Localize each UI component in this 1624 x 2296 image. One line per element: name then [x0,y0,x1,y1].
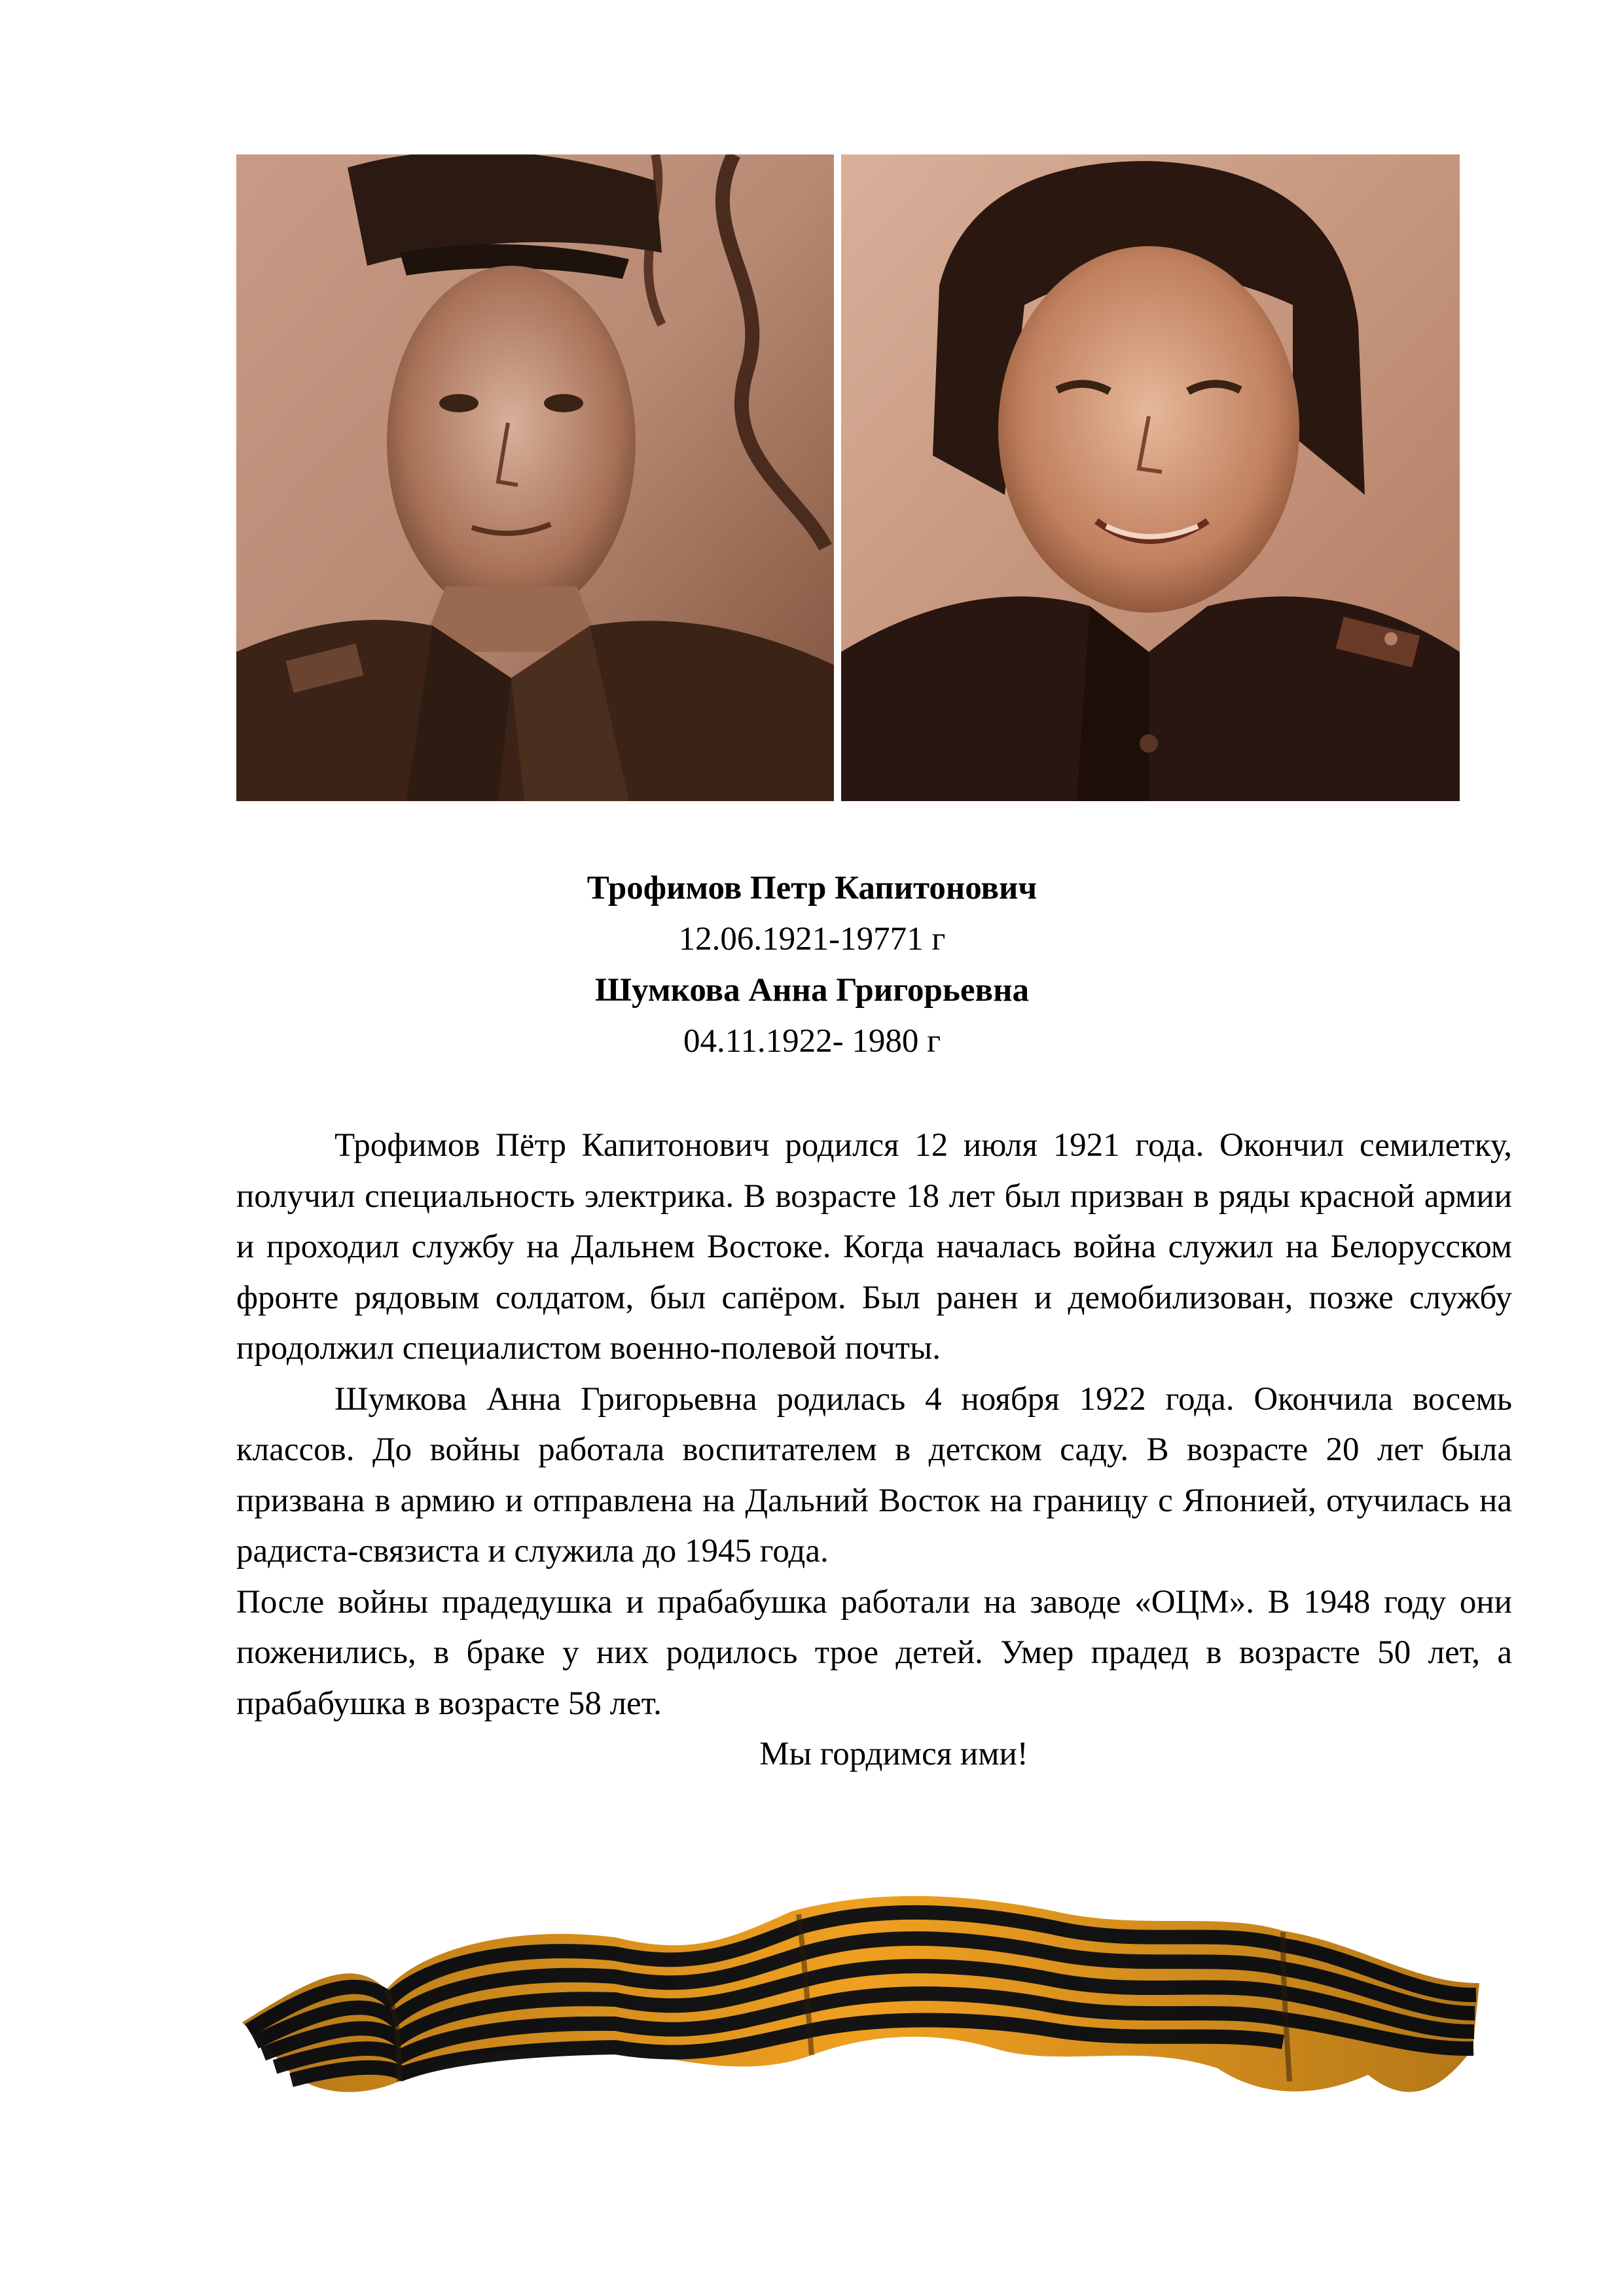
soldier-portrait-image [236,154,834,801]
woman-portrait-image [841,154,1460,801]
st-george-ribbon-icon [236,1885,1492,2108]
person1-name: Трофимов Петр Капитонович [586,870,1038,906]
person1-dates: 12.06.1921-19771 г [678,921,946,958]
person2-dates: 04.11.1922- 1980 г [683,1023,941,1060]
biography-text [236,1121,1512,1780]
paragraph-person1: Трофимов Пётр Капитонович родился 12 июля 1921 года. Окончил семилетку, получил специальность электрика. В возрасте 18 лет был призван в ряды красной армии и проходил службу на Дальнем Востоке. Когда началась война служил на Белорусском фронте рядовым солдатом, был сапёром. Был ранен и демобилизован, позже службу продолжил специалистом военно-полевой почты. [236,1127,1512,1367]
photo-woman [841,154,1460,801]
closing-line: Мы гордимся ими! [759,1736,1028,1772]
paragraph-after-war: После войны прадедушка и прабабушка работали на заводе «ОЦМ». В 1948 году они поженились, в браке у них родилось трое детей. Умер прадед в возрасте 50 лет, а прабабушка в возрасте 58 лет. [236,1583,1512,1722]
person2-name: Шумкова Анна Григорьевна [595,972,1029,1009]
photo-soldier [236,154,834,801]
captions-block [0,863,1624,1067]
paragraph-person2: Шумкова Анна Григорьевна родилась 4 ноября 1922 года. Окончила восемь классов. До войны работала воспитателем в детском саду. В возрасте 20 лет была призвана в армию и отправлена на Дальний Восток на границу с Японией, отучилась на радиста-связиста и служила до 1945 года. [236,1380,1512,1570]
